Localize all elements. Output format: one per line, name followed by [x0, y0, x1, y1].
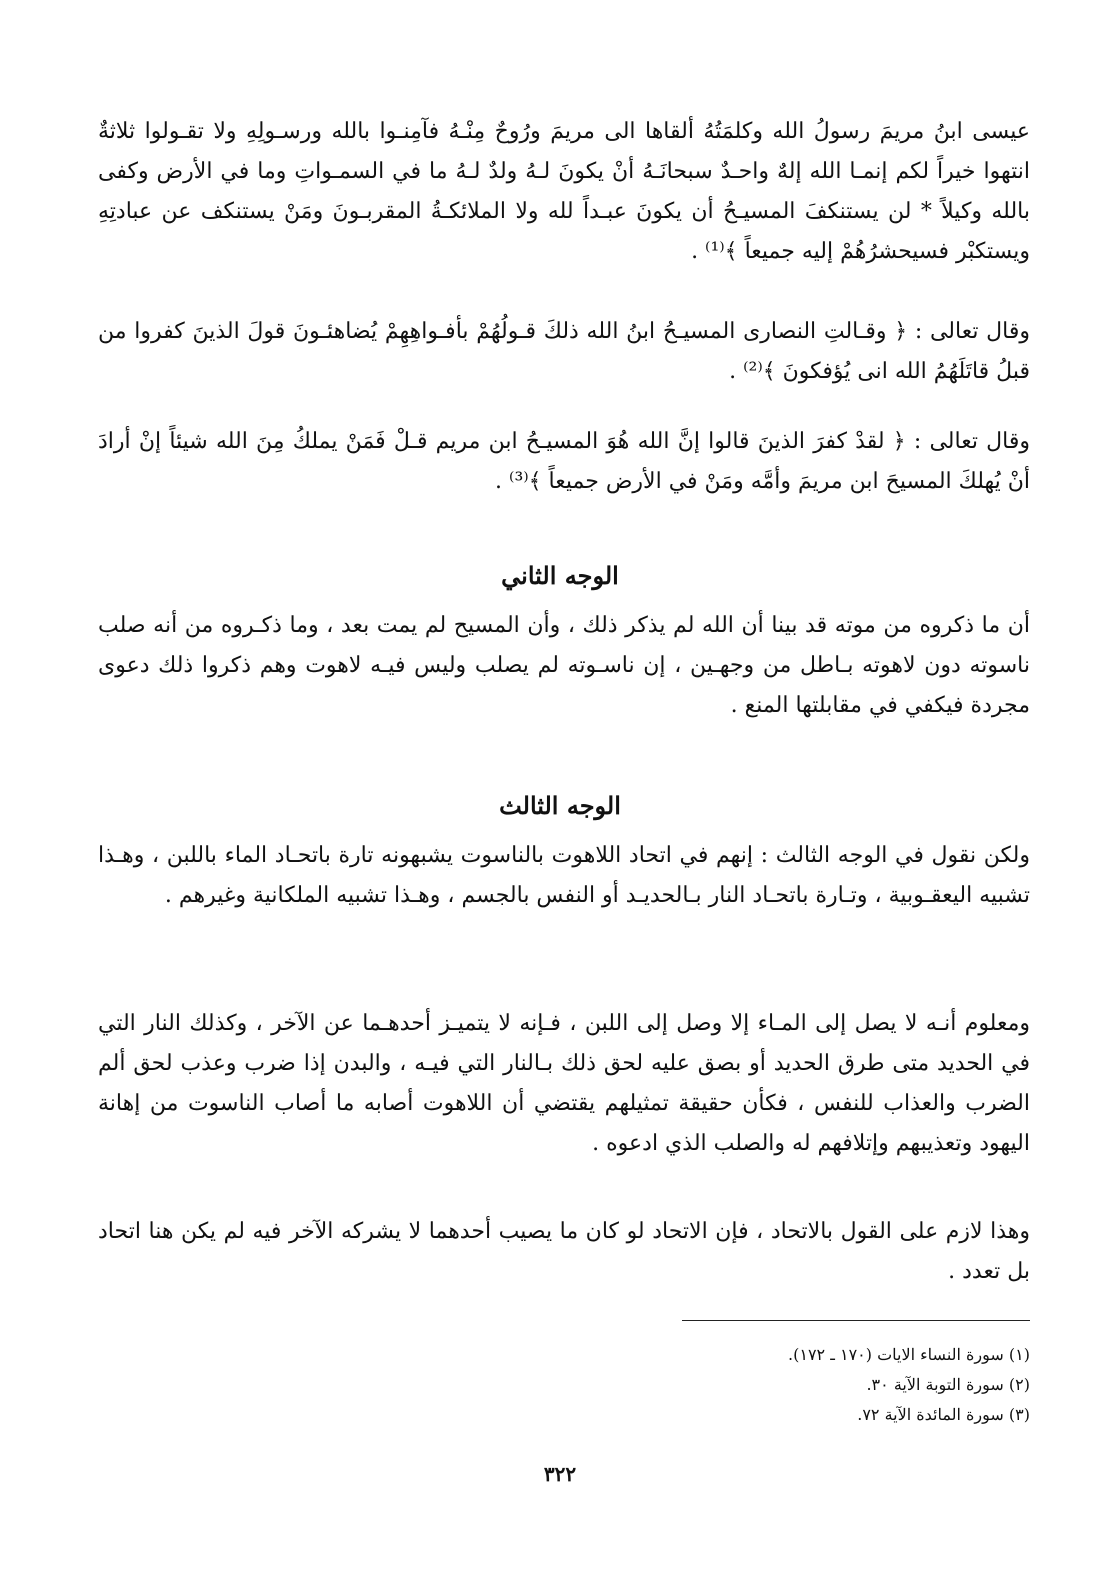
- footnote-item: (١) سورة النساء الايات (١٧٠ ـ ١٧٢).: [788, 1345, 1030, 1364]
- body-paragraph: ومعلوم أنـه لا يصل إلى المـاء إلا وصل إلى اللبن ، فـإنه لا يتميـز أحدهـما عن الآخر ، وكذلك النار التي في الحديد متى طرق الحديد أو بصق عليه لحق ذلك بـالنار التي فيـه ، والبدن إذا ضرب وعذب لحق ألم الضرب والعذاب للنفس ، فكأن حقيقة تمثيلهم يقتضي أن اللاهوت أصابه ما أصاب الناسوت من إهانة اليهود وتعذيبهم وإتلافهم له والصلب الذي ادعوه .: [98, 1011, 1030, 1156]
- quran-citation-paragraph: وقال تعالى : ﴿ لقدْ كفرَ الذينَ قالوا إنَّ الله هُوَ المسيـحُ ابن مريم قـلْ فَمَنْ يملكُ مِنَ الله شيئاً إنْ أرادَ أنْ يُهلكَ المسيحَ ابن مريمَ وأمَّه ومَنْ في الأرض جميعاً ﴾⁽³⁾ .: [98, 429, 1030, 494]
- quran-citation-paragraph: عيسى ابنُ مريمَ رسولُ الله وكلمَتُهُ ألقاها الى مريمَ ورُوحٌ مِنْـهُ فآمِنـوا بالله ورسـولِهِ ولا تقـولوا ثلاثةٌ انتهوا خيراً لكم إنمـا الله إلهٌ واحـدٌ سبحانَـهُ أنْ يكونَ لـهُ ولدٌ لـهُ ما في السمـواتِ وما في الأرض وكفى بالله وكيلاً * لن يستنكفَ المسيـحُ أن يكونَ عبـداً لله ولا الملائكـةُ المقربـونَ ومَنْ يستنكف عن عبادتِهِ ويستكبْر فسيحشرُهُمْ إليه جميعاً ﴾⁽¹⁾ .: [98, 119, 1030, 264]
- footnote-item: (٢) سورة التوبة الآية ٣٠.: [866, 1375, 1030, 1394]
- footnotes: [600, 1340, 1030, 1430]
- body-paragraph: أن ما ذكروه من موته قد بينا أن الله لم يذكر ذلك ، وأن المسيح لم يمت بعد ، وما ذكـروه من أنه صلب ناسوته دون لاهوته بـاطل من وجهـين ، إن ناسـوته لم يصلب وليس فيـه لاهوت وهم ذكروا ذلك دعوى مجردة فيكفي في مقابلتها المنع .: [98, 613, 1030, 718]
- body-paragraph: وهذا لازم على القول بالاتحاد ، فإن الاتحاد لو كان ما يصيب أحدهما لا يشركه الآخر فيه لم يكن هنا اتحاد بل تعدد .: [98, 1219, 1030, 1284]
- body-paragraph: ولكن نقول في الوجه الثالث : إنهم في اتحاد اللاهوت بالناسوت يشبهونه تارة باتحـاد الماء باللبن ، وهـذا تشبيه اليعقـوبية ، وتـارة باتحـاد النار بـالحديـد أو النفس بالجسم ، وهـذا تشبيه الملكانية وغيرهم .: [98, 843, 1030, 908]
- section-heading-second-aspect: الوجه الثاني: [501, 561, 619, 590]
- quran-citation-paragraph: وقال تعالى : ﴿ وقـالتِ النصارى المسيـحُ ابنُ الله ذلكَ قـولُهُمْ بأفـواهِهِمْ يُضاهئـونَ قولَ الذينَ كفروا من قبلُ قاتَلَهُمُ الله انى يُؤفكونَ ﴾⁽²⁾ .: [98, 319, 1030, 384]
- footnote-divider: [682, 1320, 1030, 1321]
- section-heading-third-aspect: الوجه الثالث: [499, 791, 621, 820]
- footnote-item: (٣) سورة المائدة الآية ٧٢.: [857, 1405, 1030, 1424]
- page-number: ٣٢٢: [543, 1462, 577, 1486]
